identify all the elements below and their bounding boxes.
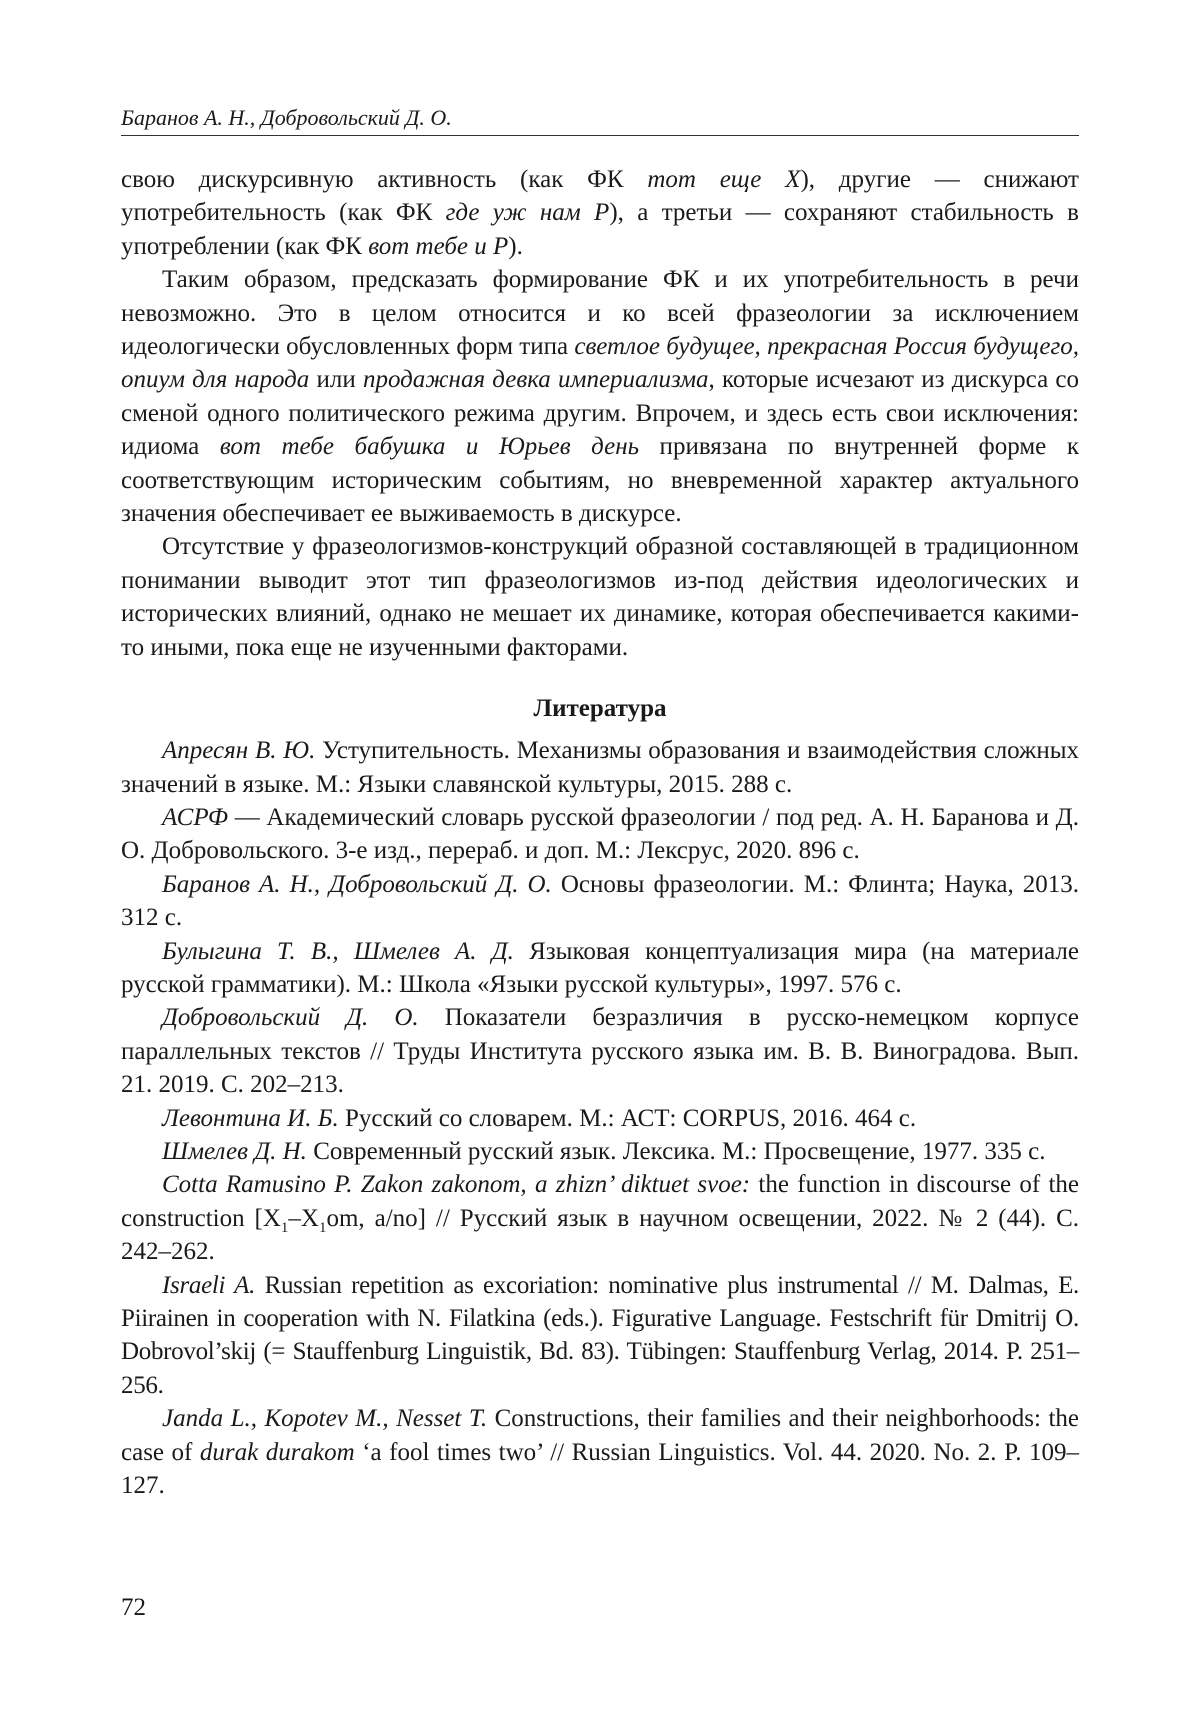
reference-text: the function in discourse of the construction [X bbox=[121, 1171, 1080, 1232]
reference-list bbox=[121, 734, 1079, 1502]
text-span: привязана по внутренней форме к соответствующим историческим событиям, но вневременной характер актуального значения обеспечивает ее выживаемость в дискурсе. bbox=[121, 433, 1079, 528]
reference-text: ‘a fool times two’ // Russian Linguistics. Vol. 44. 2020. No. 2. P. 109–127. bbox=[121, 1438, 1079, 1500]
phraseme-example: тот еще X bbox=[647, 166, 801, 193]
phraseme-example: продажная девка империализма bbox=[362, 366, 709, 394]
text-span: или bbox=[309, 366, 363, 394]
phraseme-example: светлое будущее, прекрасная Россия будущего, опиум для народа bbox=[121, 333, 1079, 394]
reference-author: Левонтина И. Б. bbox=[162, 1104, 339, 1132]
reference-item bbox=[121, 868, 1079, 935]
reference-item bbox=[121, 1001, 1079, 1101]
reference-text: –X bbox=[288, 1204, 319, 1232]
text-span: ). bbox=[508, 232, 523, 260]
text-span: ), другие — снижают употребительность (как ФК bbox=[121, 166, 1079, 227]
reference-item bbox=[121, 801, 1079, 868]
reference-author: Булыгина Т. В., Шмелев А. Д. bbox=[162, 937, 514, 965]
paragraph-2 bbox=[121, 263, 1079, 530]
reference-item bbox=[121, 734, 1079, 801]
reference-text: Русский со словарем. М.: АСТ: CORPUS, 2016. 464 с. bbox=[338, 1104, 917, 1132]
reference-author: Cotta Ramusino P. Zakon zakonom, a zhizn’ diktuet svoe: bbox=[162, 1171, 751, 1199]
reference-text: Основы фразеологии. М.: Флинта; Наука, 2013. 312 с. bbox=[121, 870, 1079, 932]
page-number: 72 bbox=[121, 1594, 146, 1621]
reference-text: om, a/no] // Русский язык в научном освещении, 2022. № 2 (44). С. 242–262. bbox=[121, 1204, 1080, 1266]
reference-item bbox=[121, 1135, 1079, 1168]
reference-item bbox=[121, 1269, 1079, 1403]
phraseme-example: вот тебе бабушка и Юрьев день bbox=[219, 433, 639, 461]
reference-author: Добровольский Д. О. bbox=[162, 1004, 419, 1032]
text-span: свою дискурсивную активность (как ФК bbox=[121, 166, 648, 193]
text-span: Таким образом, предсказать формирование ФК и их употребительность в речи невозможно. Это в целом относится и ко всей фразеологии за исключением идеологически обусловленных форм типа bbox=[121, 266, 1079, 361]
running-head: Баранов А. Н., Добровольский Д. О. bbox=[121, 105, 452, 130]
reference-author: Апресян В. Ю. bbox=[162, 737, 316, 765]
header-rule bbox=[121, 135, 1079, 136]
article-body bbox=[121, 163, 1079, 1502]
reference-phrase: durak durakom bbox=[199, 1438, 355, 1466]
paragraph-3: Отсутствие у фразеологизмов-конструкций образной составляющей в традиционном понимании выводит этот тип фразеологизмов из-под действия идеологических и исторических влияний, однако не мешает их динамике, которая обеспечивается какими-то иными, пока еще не изученными факторами. bbox=[121, 533, 1079, 661]
reference-item bbox=[121, 1168, 1079, 1268]
reference-item bbox=[121, 1102, 1079, 1135]
reference-author: Шмелев Д. Н. bbox=[162, 1137, 307, 1165]
reference-text: Constructions, their families and their neighborhoods: the case of bbox=[121, 1405, 1079, 1466]
text-span: ), а третьи — сохраняют стабильность в употреблении (как ФК bbox=[121, 199, 1079, 260]
reference-author: Israeli A. bbox=[162, 1271, 256, 1299]
phraseme-example: вот тебе и P bbox=[368, 232, 509, 260]
subscript: 1 bbox=[318, 1219, 327, 1236]
reference-text: Показатели безразличия в русско-немецком корпусе параллельных текстов // Труды Института русского языка им. В. В. Виноградова. Вып. 21. 2019. С. 202–213. bbox=[121, 1004, 1079, 1099]
subscript: 1 bbox=[280, 1219, 289, 1236]
reference-author: Janda L., Kopotev M., Nesset T. bbox=[162, 1405, 488, 1433]
reference-text: Russian repetition as excoriation: nominative plus instrumental // M. Dalmas, E. Piirainen in cooperation with N. Filatkina (eds.). Figurative Language. Festschrift für Dmitrij O. Dobrovol’skij (= Stauffenburg Linguistik, Bd. 83). Tübingen: Stauffenburg Verlag, 2014. P. 251–256. bbox=[121, 1271, 1079, 1399]
reference-text: Языковая концептуализация мира (на материале русской грамматики). М.: Школа «Языки русской культуры», 1997. 576 с. bbox=[121, 937, 1079, 998]
reference-item bbox=[121, 1402, 1079, 1502]
reference-text: Уступительность. Механизмы образования и взаимодействия сложных значений в языке. М.: Языки славянской культуры, 2015. 288 с. bbox=[121, 737, 1079, 798]
text-span: , которые исчезают из дискурса со сменой одного политического режима другим. Впрочем, и здесь есть свои исключения: идиома bbox=[121, 366, 1079, 461]
reference-text: Современный русский язык. Лексика. М.: Просвещение, 1977. 335 с. bbox=[306, 1137, 1046, 1165]
reference-author: АСРФ bbox=[162, 803, 229, 831]
reference-text: — Академический словарь русской фразеологии / под ред. А. Н. Баранова и Д. О. Добровольского. 3-е изд., перераб. и доп. М.: Лексрус, 2020. 896 с. bbox=[121, 803, 1079, 865]
reference-item bbox=[121, 935, 1079, 1002]
reference-author: Баранов А. Н., Добровольский Д. О. bbox=[162, 870, 552, 898]
phraseme-example: где уж нам P bbox=[445, 199, 610, 227]
paragraph-1 bbox=[121, 163, 1079, 263]
references-heading: Литература bbox=[533, 695, 667, 723]
